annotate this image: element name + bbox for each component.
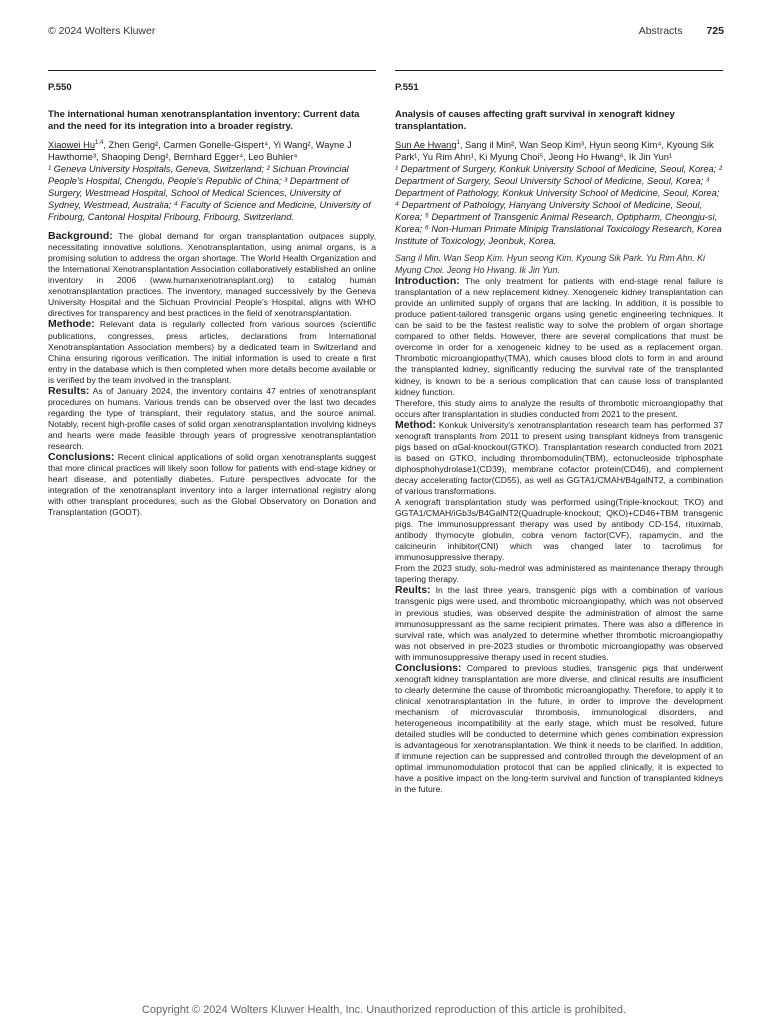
column-rule <box>395 70 723 71</box>
method-paragraph-2: A xenograft transplantation study was performed using(Triple-knockout; TKO) and GGTA1/CMAH/iGb3s/B4GalNT2(Quadruple-knockout; QKO)+CD46+TBM transgenic pigs. The immunosuppressant therapy was used by antibody CD-154, rituximab, antibody thymocyte globulin, cobra venom factor(CVF), rapamycin, and the calcineurin inhibitor(CNI) which was changed later to tacrolimus for immunosuppressive therapy. <box>395 497 723 563</box>
introduction-text: The only treatment for patients with end-stage renal failure is transplantation of a new replacement kidney. Xenogeneic kidney transplantation can provide an unlimited supply of organs that are lacking. In addition, it is possible to produce patient-tailored transgenic organs using genetic engineering techniques. It can be said to be the fastest realistic way to solve the problem of organ shortage compared to other fields. However, there are several complications that must be overcome in order for a xenogeneic kidney to be used as a replacement organ. Thrombotic microangiopathy(TMA), which causes blood clots to form in and around the transplanted kidney, significantly reducing the survival rate of the transplanted kidney, is known to be a serious complication that can cause loss of transplanted kidney function. <box>395 276 723 397</box>
methods-text: Relevant data is regularly collected from various sources (scientific publications, congresses, press articles, declarations from International Xenotransplantation Association members) by a dedicated team in Switzerland and China ensuring rigorous verification. The initial information is used to create a first entry in the database which is then completed when more details become available or is verified by the team involved in the transplant. <box>48 319 376 385</box>
results-text: As of January 2024, the inventory contains 47 entries of xenotransplant procedures on humans. Various trends can be observed over the last two decades regarding the type of transplant, their regulatory status, and the source animal. Notably, recent high-profile cases of solid organ xenotransplantation involving kidneys and hearts were made feasible through years of progressive xenotransplantation research. <box>48 385 376 451</box>
affiliations: ¹ Department of Surgery, Konkuk University School of Medicine, Seoul, Korea; ² Department of Surgery, Seoul University School of Medicine, Seoul, Korea; ³ Department of Pathology, Konkuk University School of Medicine, Seoul, Korea; ⁴ Department of Pathology, Hanyang University School of Medicine, Seoul, Korea; ⁵ Department of Transgenic Animal Research, Optipharm, Cheongju-si, Korea; ⁶ Non-Human Primate Minipig Translational Toxicology Research, Korea Institute of Toxicology, Jeonbuk, Korea. <box>395 164 722 247</box>
method-section <box>395 420 723 497</box>
abstract-code: P.550 <box>48 82 72 93</box>
presenting-author: Sun Ae Hwang <box>395 140 457 151</box>
presenting-author-affiliation: 1 <box>456 140 460 146</box>
conclusions-text: Recent clinical applications of solid organ xenotransplants suggest that more clinical practices will likely soon follow for patients with end-stage kidney or heart disease, and potentially diabetes. Future perspectives advocate for the integration of the xenotransplant inventory into a larger international registry along with other transplant procedures, such as the Global Observatory on Donation and Transplantation (GODT). <box>48 452 376 518</box>
results-text: In the last three years, transgenic pigs with a combination of various transgenic pigs were used, and thrombotic microangiopathy, which was not observed in previous studies, was observed despite the administration of almost the same immunosuppressant as the same recipient primates. There was also a difference in survival rate, which was analyzed to determine whether thrombotic microangiopathy was not observed in pre-2023 studies or thrombotic microangiopathy was observed with immunosuppressive therapy used in recent studies. <box>395 585 723 662</box>
methods-heading: Methode: <box>48 318 95 331</box>
column-rule <box>48 70 376 71</box>
conclusions-text: Compared to previous studies, transgenic pigs that underwent xenograft kidney transplantation are more diverse, and clinical results are insufficient to clearly determine the cause of thrombotic microangiopathy. Therefore, to apply it to clinical xenotransplantation in the future, in order to improve the development mechanism of microvascular thrombosis, immunological disorders, and heterogeneous incompatibility at the early stage, which must be resolved, future detailed studies will be conducted to determine which genes combination expression is advantageous for xenotransplantation. We think it needs to be clarified. In addition, if immune rejection can be suppressed and controlled through the development of an optimal immunomodulation protocol that can be applied clinically, it is expected to have a positive impact on the long-term survival and function of transplanted kidneys in the future. <box>395 662 723 795</box>
results-heading: Results: <box>48 384 90 397</box>
results-section <box>395 585 723 662</box>
background-heading: Background: <box>48 230 113 243</box>
abstract-code: P.551 <box>395 82 419 93</box>
abstract-title: Analysis of causes affecting graft survival in xenograft kidney transplantation. <box>395 109 675 132</box>
results-heading: Reults: <box>395 584 431 597</box>
section-name: Abstracts <box>638 25 683 37</box>
page-number: 725 <box>706 25 724 37</box>
reviewer-list: Sang il Min. Wan Seop Kim. Hyun seong Kim. Kyoung Sik Park. Yu Rim Ahn. Ki Myung Choi. Jeong Ho Hwang. Ik Jin Yun. <box>395 253 705 275</box>
conclusions-section <box>48 452 376 518</box>
introduction-paragraph-2: Therefore, this study aims to analyze the results of thrombotic microangiopathy that occurs after transplantation in studies conducted from 2021 to the present. <box>395 397 723 419</box>
affiliations: ¹ Geneva University Hospitals, Geneva, Switzerland; ² Sichuan Provincial People's Hospital, Chengdu, People's Republic of China; ³ Department of Surgery, Westmead Hospital, School of Medical Sciences, University of Sydney, Westmead, Australia; ⁴ Faculty of Science and Medicine, University of Fribourg, Cantonal Hospital Fribourg, Fribourg, Switzerland. <box>48 164 371 223</box>
conclusions-heading: Conclusions: <box>48 451 115 464</box>
introduction-section <box>395 276 723 398</box>
method-text: Konkuk University's xenotransplantation research team has performed 37 xenograft transplants from 2011 to present using transplant kidneys from transgenic pigs based on αGal-knockout(GTKO). Transplantation research conducted from 2021 is based on GTKO, including thrombomodulin(TBM), ectonucleoside triphosphate diphosphohydrolase1(CD39), membrane cofactor protein(CD46), and complement decay accelerating factor(CD55), as well as GGTA1/CMAH/B4galNT2, a combination of various transformations. <box>395 419 723 496</box>
author-list <box>395 137 723 163</box>
abstract-p551 <box>395 70 723 795</box>
background-text: The global demand for organ transplantation outpaces supply, necessitating innovative solutions. Xenotransplantation, using animal organs, is a promising solution to address the organ shortage. The World Health Organization and the International Xenotransplantation Association collaboratively established an online inventory in 2006 (www.humanxenotransplant.org) to catalog human xenotransplantation practices. The inventory, managed successively by the Geneva University Hospital and the Sichuan Provincial People's Hospital, aligns with WHO directives for transparency and best practices in the field of xenotransplantation. <box>48 231 376 319</box>
author-list <box>48 137 376 163</box>
conclusions-heading: Conclusions: <box>395 661 462 674</box>
abstract-p550 <box>48 70 376 518</box>
background-section <box>48 231 376 319</box>
journal-copyright: © 2024 Wolters Kluwer <box>48 25 156 37</box>
method-heading: Method: <box>395 418 436 431</box>
conclusions-section <box>395 663 723 796</box>
abstract-title: The international human xenotransplantation inventory: Current data and the need for its integration into a broader registry. <box>48 109 360 132</box>
method-paragraph-3: From the 2023 study, solu-medrol was administered as maintenance therapy through tapering therapy. <box>395 563 723 585</box>
co-authors: , Sang il Min², Wan Seop Kim³, Hyun seong Kim⁴, Kyoung Sik Park¹, Yu Rim Ahn¹, Ki Myung Choi⁵, Jeong Ho Hwang⁶, Ik Jin Yun¹ <box>395 140 714 163</box>
methods-section <box>48 319 376 385</box>
presenting-author-affiliation: 1,4 <box>95 140 104 146</box>
presenting-author: Xiaowei Hu <box>48 140 96 151</box>
co-authors: , Zhen Geng², Carmen Gonelle-Gispert⁴, Yi Wang², Wayne J Hawthorne³, Shaoping Deng², Bernhard Egger⁴, Leo Buhler⁴ <box>48 140 352 163</box>
results-section <box>48 386 376 452</box>
running-header <box>639 25 724 37</box>
introduction-heading: Introduction: <box>395 275 460 288</box>
copyright-footer: Copyright © 2024 Wolters Kluwer Health, Inc. Unauthorized reproduction of this article is prohibited. <box>141 1004 627 1016</box>
